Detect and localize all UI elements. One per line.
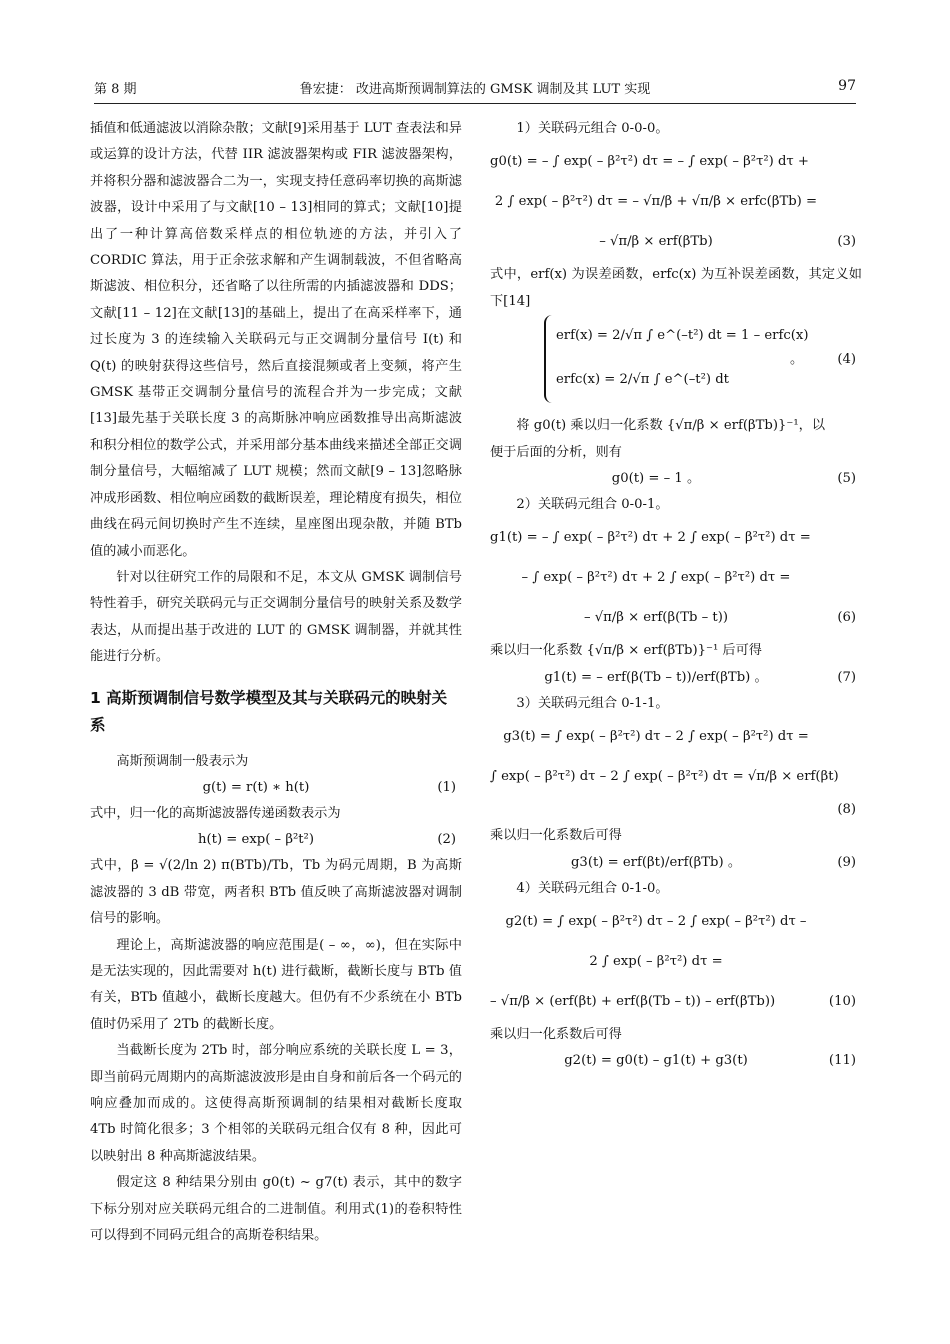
- equation-body: – √π/β × erf(βTb): [599, 234, 713, 250]
- paragraph: 插值和低通滤波以消除杂散；文献[9]采用基于 LUT 查表法和异或运算的设计方法，代替 IIR 滤波器架构或 FIR 滤波器架构，并将积分器和滤波器合二为一，实现支持任意码率切换的高斯滤波器，设计中采用了与文献[10 – 13]相同的算式；文献[10]提出了一种计算高倍数采样点的相位轨迹的方法，并引入了 CORDIC 算法，用于正余弦求解和产生调制载波，不但省略高斯滤波、相位积分，还省略了以往所需的内插滤波器和 DDS；文献[11 – 12]在文献[13]的基础上，提出了在高采样率下，通过长度为 3 的连续输入关联码元与正交调制分量信号 I(t) 和 Q(t) 的映射获得这些信号，然后直接混频或者上变频，将产生 GMSK 基带正交调制分量信号的流程合并为一步完成；文献[13]最先基于关联长度 3 的高斯脉冲响应函数推导出高斯滤波和积分相位的数学公式，并采用部分基本曲线来描述全部正交调制分量信号，大幅缩减了 LUT 规模；然而文献[9 – 13]忽略脉冲成形函数、相位响应函数的截断误差，理论精度有损失，相位曲线在码元间切换时产生不连续，星座图出现杂散，并随 BTb 值的减小而恶化。: [90, 121, 462, 559]
- equation-body: 2 ∫ exp( – β²τ²) dτ =: [589, 954, 723, 970]
- equation-number: (7): [837, 669, 856, 685]
- equation-6-line-2: [490, 558, 862, 598]
- case-label: 1）关联码元组合 0-0-0。: [516, 121, 669, 136]
- equation-body: g1(t) = – ∫ exp( – β²τ²) dτ + 2 ∫ exp( – β²τ²) dτ =: [490, 530, 811, 546]
- equation-4-system: [490, 315, 862, 407]
- equation-3-line-3: [490, 222, 862, 262]
- equation-3-line-2: [490, 182, 862, 222]
- equation-body: g2(t) = ∫ exp( – β²τ²) dτ – 2 ∫ exp( – β²τ²) dτ –: [505, 914, 807, 930]
- equation-body: – √π/β × (erf(βt) + erf(β(Tb – t)) – erf(βTb)): [490, 994, 776, 1010]
- paragraph: 当截断长度为 2Tb 时，部分响应系统的关联长度 L = 3，即当前码元周期内的高斯滤波波形是由自身和前后各一个码元的响应叠加而成的。这使得高斯预调制的结果相对截断长度取 4Tb 时简化很多；3 个相邻的关联码元组合仅有 8 种，因此可以映射出 8 种高斯滤波结果。: [90, 1043, 462, 1164]
- equation-10-line-2: [490, 942, 862, 982]
- equation-body: – √π/β × erf(β(Tb – t)): [583, 610, 729, 626]
- equation-5: [490, 466, 862, 492]
- equation-number: (11): [828, 1053, 856, 1069]
- equation-body: g3(t) = ∫ exp( – β²τ²) dτ – 2 ∫ exp( – β²τ²) dτ =: [503, 729, 809, 745]
- left-brace: [544, 315, 554, 403]
- equation-period: 。: [790, 352, 804, 368]
- equation-number: (8): [837, 802, 856, 818]
- equation-number: (2): [437, 832, 456, 848]
- equation-number: (5): [837, 471, 856, 487]
- equation-10-line-3: [490, 982, 862, 1022]
- equation-2: [90, 827, 462, 853]
- paragraph: 将 g0(t) 乘以归一化系数 {√π/β × erf(βTb)}⁻¹，以: [516, 418, 826, 434]
- header-rule: [94, 103, 856, 104]
- equation-number: (6): [837, 610, 856, 626]
- paragraph: 式中，β = √(2/ln 2) π(BTb)/Tb，Tb 为码元周期，B 为高斯滤波器的 3 dB 带宽，两者积 BTb 值反映了高斯滤波器对调制信号的影响。: [90, 858, 462, 927]
- equation-body: g0(t) = – 1 。: [611, 471, 701, 487]
- equation-body: ∫ exp( – β²τ²) dτ – 2 ∫ exp( – β²τ²) dτ = √π/β × erf(βt): [490, 769, 839, 785]
- equation-body: g0(t) = – ∫ exp( – β²τ²) dτ = – ∫ exp( – β²τ²) dτ +: [490, 154, 809, 170]
- case-label: 3）关联码元组合 0-1-1。: [516, 695, 669, 711]
- section-heading: 1 高斯预调制信号数学模型及其与关联码元的映射关系: [90, 688, 448, 734]
- equation-8-line-2: [490, 757, 862, 797]
- equation-body: erf(x) = 2/√π ∫ e^(–t²) dt = 1 – erfc(x): [556, 328, 809, 344]
- case-label: 4）关联码元组合 0-1-0。: [516, 880, 669, 896]
- paragraph: 乘以归一化系数 {√π/β × erf(βTb)}⁻¹ 后可得: [490, 643, 762, 659]
- paragraph: 针对以往研究工作的局限和不足，本文从 GMSK 调制信号特性着手，研究关联码元与正交调制分量信号的映射关系及数学表达，从而提出基于改进的 LUT 的 GMSK 调制器，并就其性能进行分析。: [90, 569, 462, 665]
- paragraph: 式中，归一化的高斯滤波器传递函数表示为: [90, 805, 341, 821]
- equation-body: – ∫ exp( – β²τ²) dτ + 2 ∫ exp( – β²τ²) dτ =: [521, 570, 791, 586]
- paragraph: 乘以归一化系数后可得: [490, 828, 622, 844]
- equation-7: [490, 665, 862, 691]
- equation-body: g(t) = r(t) ∗ h(t): [202, 779, 310, 795]
- paragraph: 假定这 8 种结果分别由 g0(t) ~ g7(t) 表示，其中的数字下标分别对应关联码元组合的二进制值。利用式(1)的卷积特性可以得到不同码元组合的高斯卷积结果。: [90, 1175, 462, 1244]
- paragraph: 乘以归一化系数后可得: [490, 1027, 622, 1043]
- equation-6-line-3: [490, 598, 862, 638]
- running-title: 鲁宏捷： 改进高斯预调制算法的 GMSK 调制及其 LUT 实现: [299, 82, 651, 97]
- equation-number: (4): [837, 352, 856, 368]
- issue-number: 第 8 期: [94, 82, 137, 97]
- page-number: 97: [838, 78, 856, 94]
- equation-body: g2(t) = g0(t) – g1(t) + g3(t): [564, 1053, 748, 1069]
- equation-body: 2 ∫ exp( – β²τ²) dτ = – √π/β + √π/β × erfc(βTb) =: [494, 194, 818, 210]
- equation-body: erfc(x) = 2/√π ∫ e^(–t²) dt: [556, 372, 729, 388]
- equation-9: [490, 850, 862, 876]
- paragraph: 理论上，高斯滤波器的响应范围是( – ∞，∞)，但在实际中是无法实现的，因此需要对 h(t) 进行截断，截断长度与 BTb 值有关，BTb 值越小，截断长度越大。但仍有不少系统在小 BTb 值时仍采用了 2Tb 的截断长度。: [90, 937, 462, 1032]
- equation-11: [490, 1048, 862, 1074]
- equation-body: g3(t) = erf(βt)/erf(βTb) 。: [570, 854, 742, 870]
- page-header: [94, 78, 856, 100]
- equation-number: (1): [437, 779, 456, 795]
- left-column: [90, 116, 462, 1249]
- equation-8-line-1: [490, 717, 862, 757]
- equation-body: h(t) = exp( – β²t²): [198, 832, 314, 848]
- equation-number: (9): [837, 854, 856, 870]
- equation-1: [90, 775, 462, 801]
- paragraph: 式中，erf(x) 为误差函数，erfc(x) 为互补误差函数，其定义如下[14]: [490, 267, 862, 309]
- paragraph: 便于后面的分析，则有: [490, 444, 622, 460]
- case-label: 2）关联码元组合 0-0-1。: [516, 497, 669, 513]
- equation-number: (3): [837, 234, 856, 250]
- right-column: [490, 116, 862, 1074]
- equation-6-line-1: [490, 518, 862, 558]
- equation-number: (10): [828, 994, 856, 1010]
- paragraph: 高斯预调制一般表示为: [116, 753, 249, 769]
- equation-10-line-1: [490, 902, 862, 942]
- equation-body: g1(t) = – erf(β(Tb – t))/erf(βTb) 。: [544, 669, 768, 685]
- equation-3-line-1: [490, 142, 862, 182]
- equation-8-number-row: [490, 797, 862, 823]
